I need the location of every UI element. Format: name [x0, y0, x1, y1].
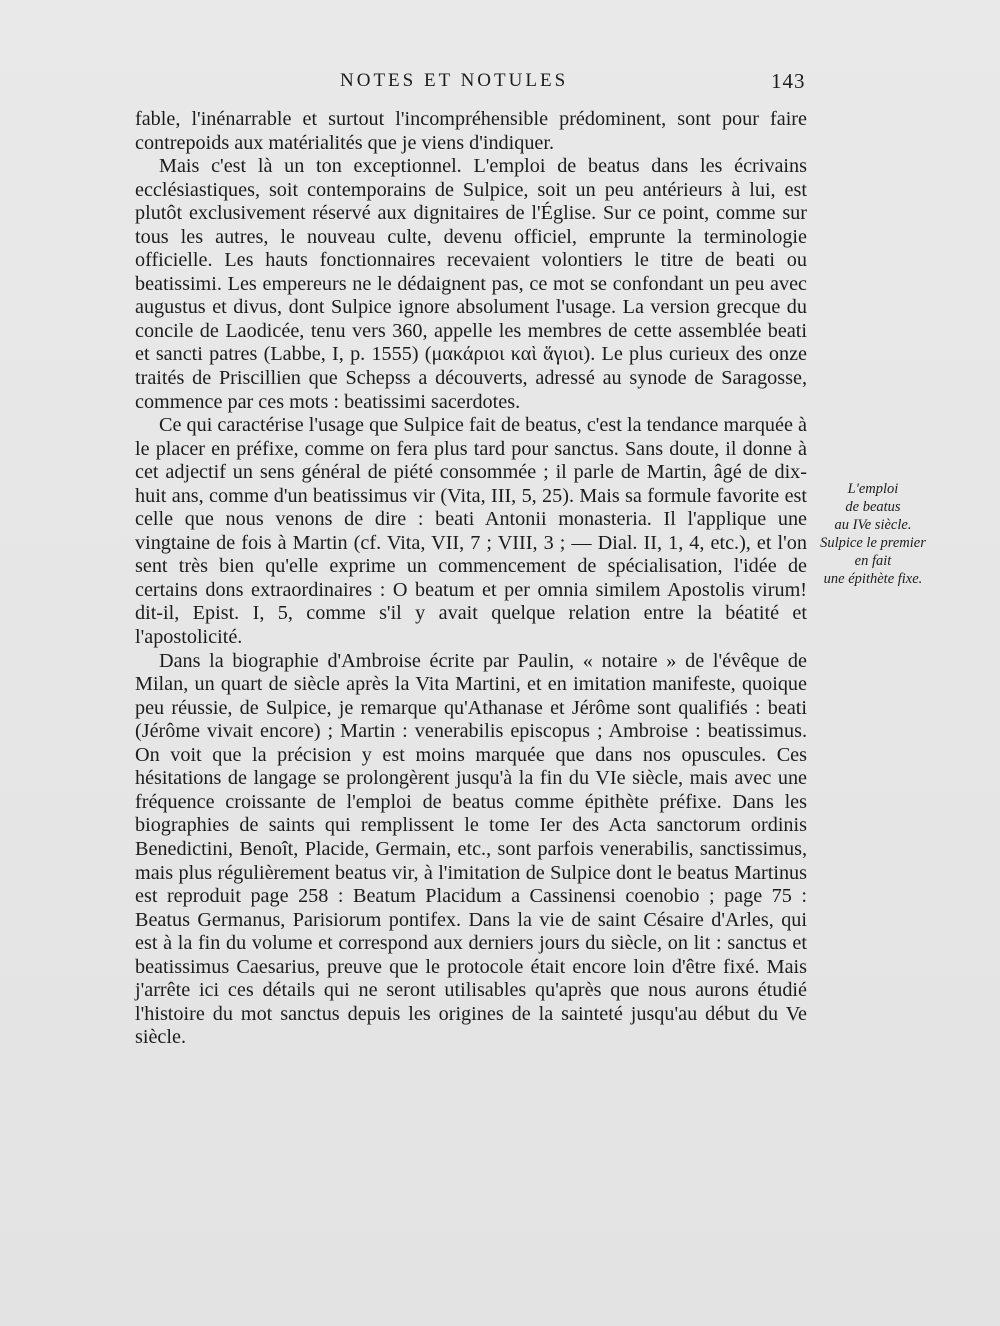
- marginal-line: au IVe siècle.: [834, 517, 912, 533]
- paragraph: fable, l'inénarrable et surtout l'incompréhensible prédominent, sont pour faire contrepoids aux matérialités que je viens d'indiquer.: [135, 108, 807, 154]
- running-head: [0, 70, 1000, 100]
- marginal-line: L'emploi: [847, 481, 899, 497]
- marginal-line: une épithète fixe.: [823, 571, 923, 587]
- marginal-line: de beatus: [845, 499, 901, 515]
- marginal-note: [812, 480, 934, 588]
- paragraph: Mais c'est là un ton exceptionnel. L'emploi de beatus dans les écrivains ecclésiastiques, soit contemporains de Sulpice, soit un peu antérieurs à lui, est plutôt exclusivement réservé aux dignitaires de l'Église. Sur ce point, comme sur tous les autres, le nouveau culte, devenu officiel, emprunte la terminologie officielle. Les hauts fonctionnaires recevaient volontiers le titre de beati ou beatissimi. Les empereurs ne le dédaignent pas, ce mot se confondant un peu avec augustus et divus, dont Sulpice ignore absolument l'usage. La version grecque du concile de Laodicée, tenu vers 360, appelle les membres de cette assemblée beati et sancti patres (Labbe, I, p. 1555) (μακάριοι καὶ ἅγιοι). Le plus curieux des onze traités de Priscillien que Schepss a découverts, adressé au synode de Saragosse, commence par ces mots : beatissimi sacerdotes.: [135, 155, 807, 413]
- marginal-line: en fait: [854, 553, 892, 569]
- running-title: NOTES ET NOTULES: [340, 70, 569, 91]
- body-text: [135, 108, 807, 1050]
- paragraph: Dans la biographie d'Ambroise écrite par Paulin, « notaire » de l'évêque de Milan, un quart de siècle après la Vita Martini, et en imitation manifeste, quoique peu réussie, de Sulpice, je remarque qu'Athanase et Jérôme sont qualifiés : beati (Jérôme vivait encore) ; Martin : venerabilis episcopus ; Ambroise : beatissimus. On voit que la précision y est moins marquée que dans nos opuscules. Ces hésitations de langage se prolongèrent jusqu'à la fin du VIe siècle, mais avec une fréquence croissante de l'emploi de beatus comme épithète préfixe. Dans les biographies de saints qui remplissent le tome Ier des Acta sanctorum ordinis Benedictini, Benoît, Placide, Germain, etc., sont parfois venerabilis, sanctissimus, mais plus régulièrement beatus vir, à l'imitation de Sulpice dont le beatus Martinus est reproduit page 258 : Beatum Placidum a Cassinensi coenobio ; page 75 : Beatus Germanus, Parisiorum pontifex. Dans la vie de saint Césaire d'Arles, qui est à la fin du volume et correspond aux derniers jours du siècle, on lit : sanctus et beatissimus Caesarius, preuve que le protocole était encore loin d'être fixé. Mais j'arrête ici ces détails qui ne seront utilisables qu'après que nous aurons étudié l'histoire du mot sanctus depuis les origines de la sainteté jusqu'au début du Ve siècle.: [135, 649, 807, 1049]
- marginal-line: Sulpice le premier: [820, 535, 926, 551]
- paragraph: Ce qui caractérise l'usage que Sulpice fait de beatus, c'est la tendance marquée à le placer en préfixe, comme on fera plus tard pour sanctus. Sans doute, il donne à cet adjectif un sens général de piété consommée ; il parle de Martin, âgé de dix-huit ans, comme d'un beatissimus vir (Vita, III, 5, 25). Mais sa formule favorite est celle que nous venons de dire : beati Antonii monasteria. Il l'applique une vingtaine de fois à Martin (cf. Vita, VII, 7 ; VIII, 3 ; — Dial. II, 1, 4, etc.), et l'on sent très bien qu'elle exprime un commencement de spécialisation, l'idée de certains dons extraordinaires : O beatum et per omnia similem Apostolis virum! dit-il, Epist. I, 5, comme s'il y avait quelque relation entre la béatité et l'apostolicité.: [135, 414, 807, 649]
- page-number: 143: [771, 69, 806, 93]
